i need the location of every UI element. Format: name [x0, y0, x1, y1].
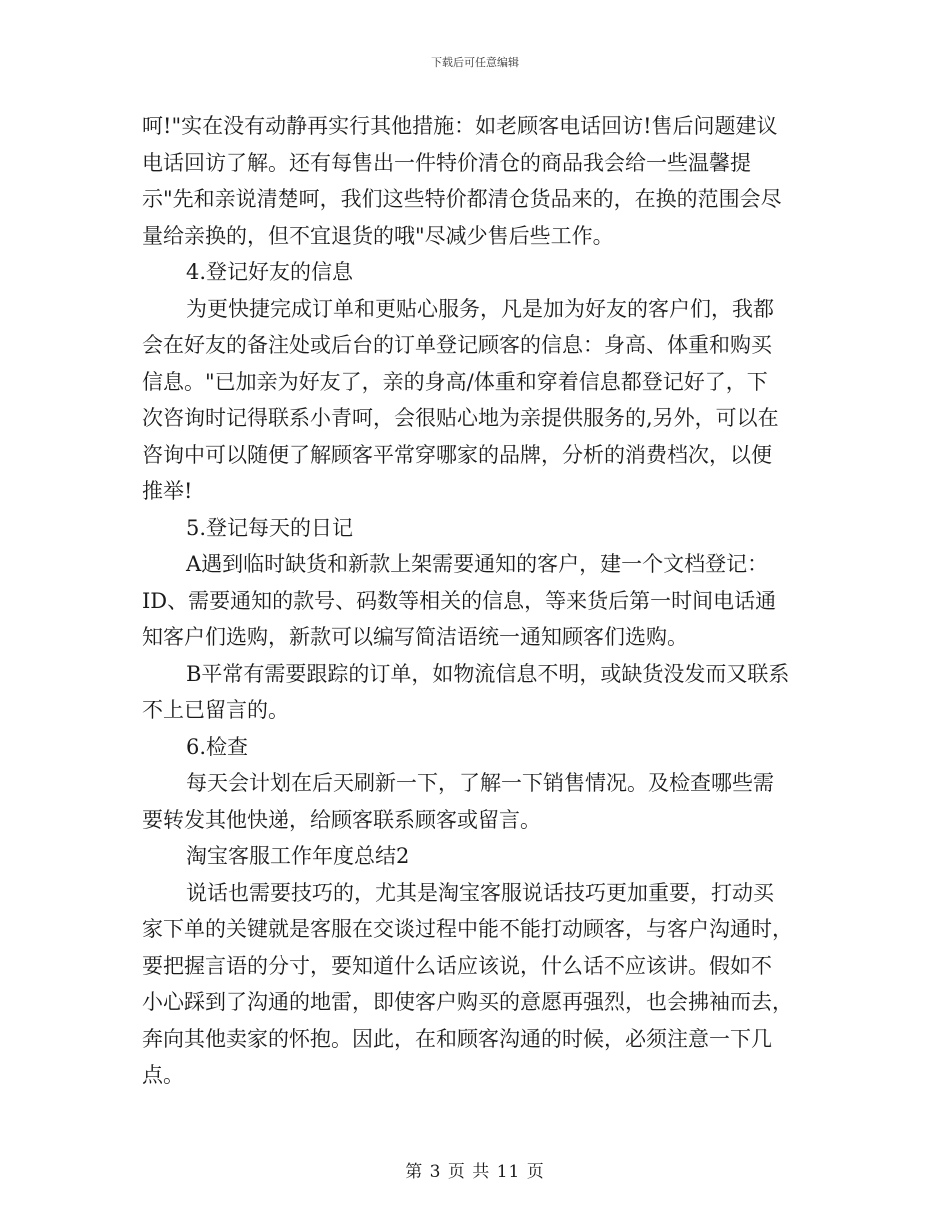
text-line: 量给亲换的，但不宜退货的哦"尽减少售后些工作。 [142, 223, 614, 248]
text-line: 要转发其他快递，给顾客联系顾客或留言。 [142, 807, 541, 832]
text-line: 电话回访了解。还有每售出一件特价清仓的商品我会给一些温馨提 [142, 150, 751, 175]
text-line: B平常有需要跟踪的订单，如物流信息不明，或缺货没发而又联系 [186, 661, 790, 686]
text-line: 家下单的关键就是客服在交谈过程中能不能打动顾客，与客户沟通时， [142, 917, 793, 941]
text-line: 次咨询时记得联系小青呵，会很贴心地为亲提供服务的,另外，可以在 [142, 406, 779, 430]
text-line: 示"先和亲说清楚呵，我们这些特价都清仓货品来的，在换的范围会尽 [142, 187, 782, 211]
text-line: 6.检查 [186, 734, 249, 759]
text-line: 点。 [142, 1063, 184, 1087]
text-line: 会在好友的备注处或后台的订单登记顾客的信息：身高、体重和购买 [142, 333, 772, 357]
text-line: 知客户们选购，新款可以编写简洁语统一通知顾客们选购。 [142, 625, 688, 649]
text-line: 5.登记每天的日记 [186, 515, 354, 540]
document-body [142, 108, 812, 1094]
text-line: 每天会计划在后天刷新一下，了解一下销售情况。及检查哪些需 [186, 771, 774, 795]
text-line: 说话也需要技巧的，尤其是淘宝客服说话技巧更加重要，打动买 [186, 880, 774, 905]
text-line: 呵!"实在没有动静再实行其他措施：如老顾客电话回访!售后问题建议 [142, 114, 778, 138]
page-header: 下载后可任意编辑 [431, 56, 519, 69]
text-line: A遇到临时缺货和新款上架需要通知的客户，建一个文档登记： [186, 552, 769, 576]
page-number: 第 3 页 共 11 页 [405, 1162, 545, 1182]
text-line: 咨询中可以随便了解顾客平常穿哪家的品牌，分析的消费档次，以便 [142, 442, 772, 467]
text-line: 推举! [142, 479, 193, 503]
text-line: 奔向其他卖家的怀抱。因此，在和顾客沟通的时候，必须注意一下几 [142, 1026, 772, 1051]
text-line: 要把握言语的分寸，要知道什么话应该说，什么话不应该讲。假如不 [142, 953, 772, 978]
text-line: 为更快捷完成订单和更贴心服务，凡是加为好友的客户们，我都 [186, 296, 774, 321]
text-line: 不上已留言的。 [142, 698, 289, 722]
text-line: 小心踩到了沟通的地雷，即使客户购买的意愿再强烈，也会拂袖而去， [142, 990, 793, 1014]
text-line: 淘宝客服工作年度总结2 [186, 844, 410, 868]
text-line: 4.登记好友的信息 [186, 260, 354, 284]
text-line: ID、需要通知的款号、码数等相关的信息，等来货后第一时间电话通 [142, 588, 777, 613]
text-line: 信息。"已加亲为好友了，亲的身高/体重和穿着信息都登记好了，下 [142, 369, 768, 394]
body-text [142, 108, 812, 1094]
